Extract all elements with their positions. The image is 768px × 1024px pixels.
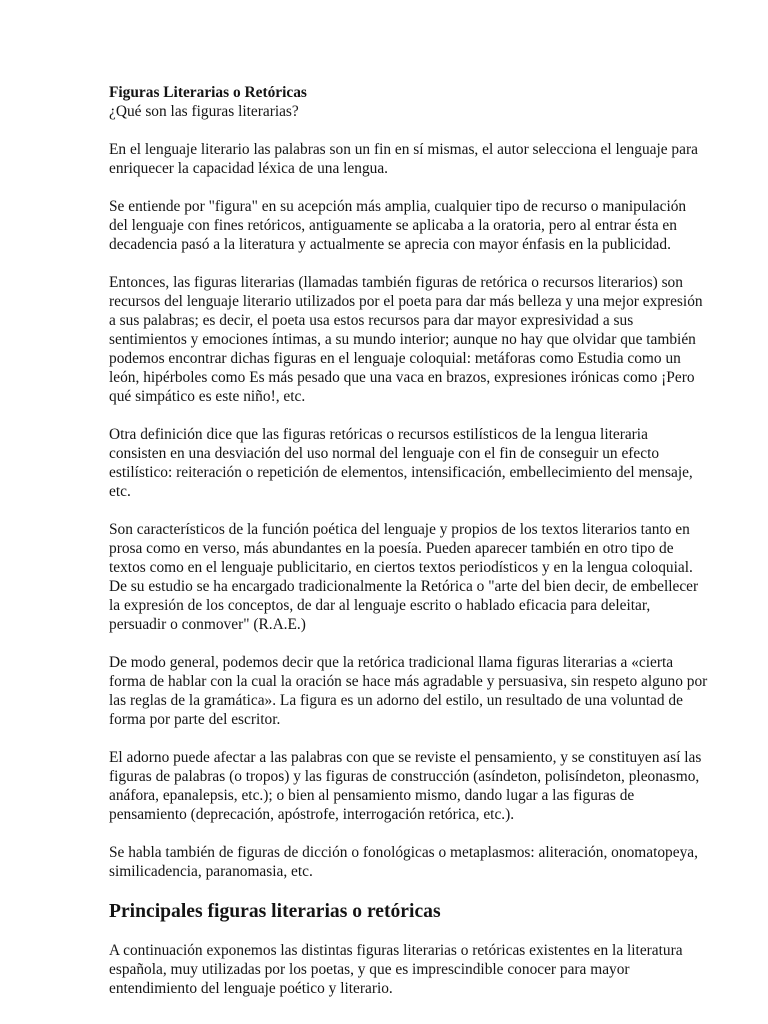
paragraph-adorno: El adorno puede afectar a las palabras con que se reviste el pensamiento, y se constituyen así las figuras de palabras (o tropos) y las figuras de construcción (asíndeton, polisíndeton, pleonasmo, anáfora, epanalepsis, etc.); o bien al pensamiento mismo, dando lugar a las figuras de pensamiento (deprecación, apóstrofe, interrogación retórica, etc.). [109, 749, 702, 823]
paragraph-retorica-tradicional: De modo general, podemos decir que la retórica tradicional llama figuras literarias a «cierta forma de hablar con la cual la oración se hace más agradable y persuasiva, sin respeto alguno por las reglas de la gramática». La figura es un adorno del estilo, un resultado de una voluntad de forma por parte del escritor. [109, 654, 708, 728]
section-paragraph: A continuación exponemos las distintas figuras literarias o retóricas existentes en la literatura española, muy utilizadas por los poetas, y que es imprescindible conocer para mayor entendimiento del lenguaje poético y literario. [109, 942, 683, 997]
paragraph-figuras-diccion: Se habla también de figuras de dicción o fonológicas o metaplasmos: aliteración, onomatopeya, similicadencia, paranomasia, etc. [109, 844, 698, 880]
paragraph-definicion-figura: Se entiende por "figura" en su acepción más amplia, cualquier tipo de recurso o manipulación del lenguaje con fines retóricos, antiguamente se aplicaba a la oratoria, pero al entrar ésta en decadencia pasó a la literatura y actualmente se aprecia con mayor énfasis en la publicidad. [109, 198, 687, 253]
paragraph-figuras-literarias: Entonces, las figuras literarias (llamadas también figuras de retórica o recursos literarios) son recursos del lenguaje literario utilizados por el poeta para dar más belleza y una mejor expresión a sus palabras; es decir, el poeta usa estos recursos para dar mayor expresividad a sus sentimientos y emociones íntimas, a su mundo interior; aunque no hay que olvidar que también podemos encontrar dichas figuras en el lenguaje coloquial: metáforas como Estudia como un león, hipérboles como Es más pesado que una vaca en brazos, expresiones irónicas como ¡Pero qué simpático es este niño!, etc. [109, 274, 703, 405]
paragraph-otra-definicion: Otra definición dice que las figuras retóricas o recursos estilísticos de la lengua literaria consisten en una desviación del uso normal del lenguaje con el fin de conseguir un efecto estilístico: reiteración o repetición de elementos, intensificación, embellecimiento del mensaje, etc. [109, 426, 693, 500]
paragraph-funcion-poetica: Son característicos de la función poética del lenguaje y propios de los textos literarios tanto en prosa como en verso, más abundantes en la poesía. Pueden aparecer también en otro tipo de textos como en el lenguaje publicitario, en ciertos textos periodísticos y en la lengua coloquial. De su estudio se ha encargado tradicionalmente la Retórica o "arte del bien decir, de embellecer la expresión de los conceptos, de dar al lenguaje escrito o hablado eficacia para deleitar, persuadir o conmover" (R.A.E.) [109, 521, 699, 633]
paragraph-lenguaje-literario: En el lenguaje literario las palabras son un fin en sí mismas, el autor selecciona el lenguaje para enriquecer la capacidad léxica de una lengua. [109, 141, 698, 177]
document-title: Figuras Literarias o Retóricas [109, 84, 307, 101]
document-subtitle: ¿Qué son las figuras literarias? [109, 103, 299, 120]
section-heading: Principales figuras literarias o retóricas [109, 901, 441, 922]
